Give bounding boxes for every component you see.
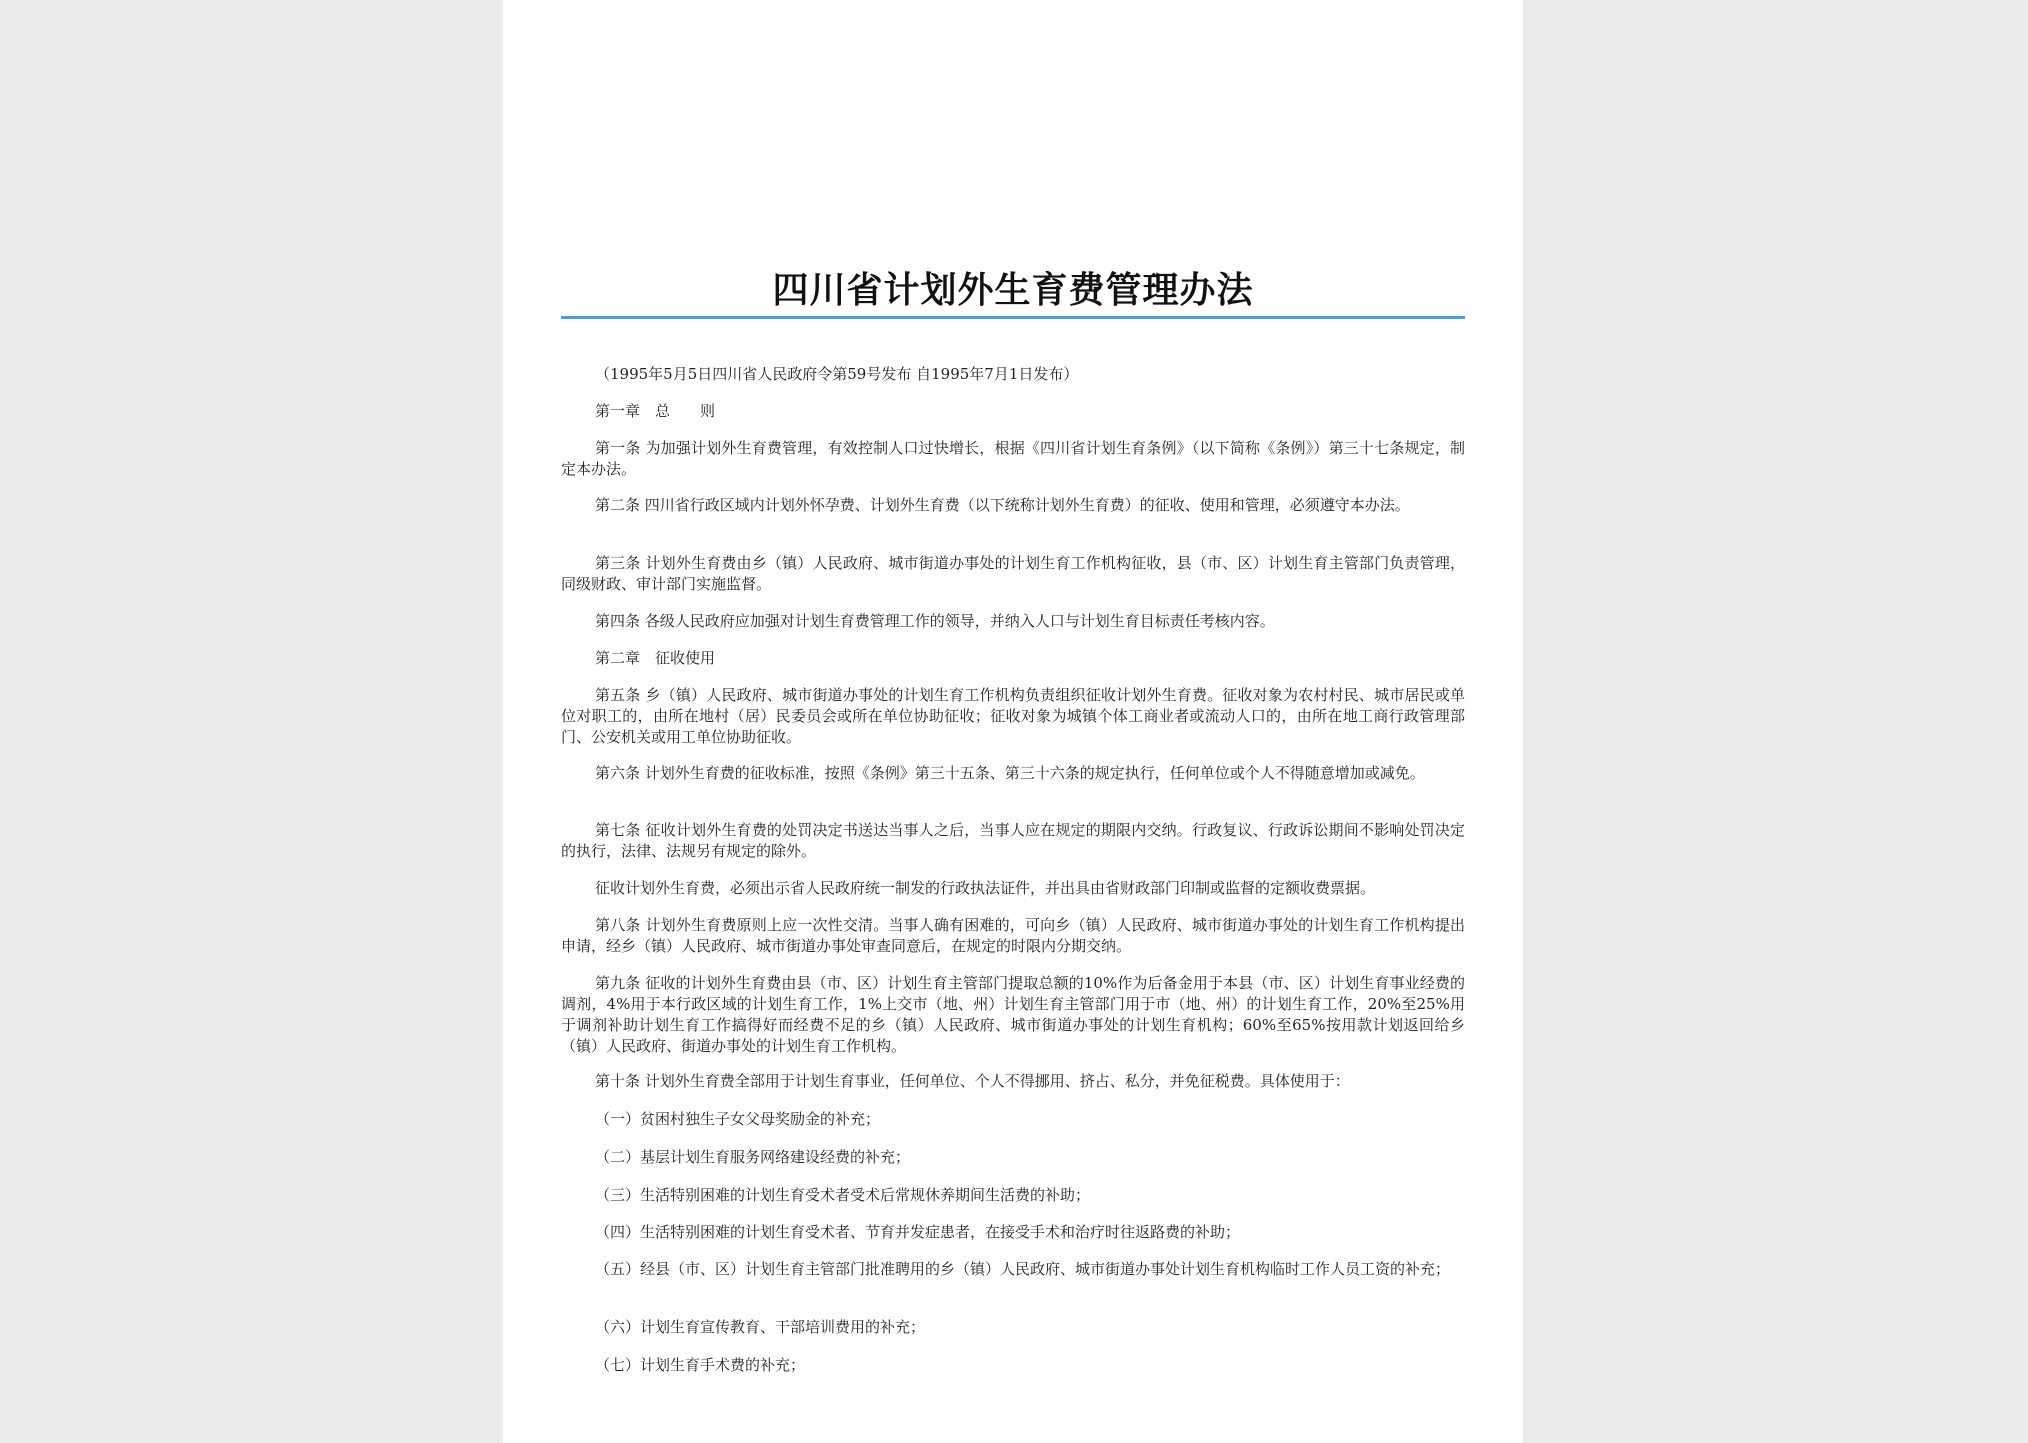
chapter-heading-2: 第二章 征收使用 <box>595 649 716 667</box>
list-item-1: （一）贫困村独生子女父母奖励金的补充； <box>595 1110 881 1128</box>
article-9: 第九条 征收的计划外生育费由县（市、区）计划生育主管部门提取总额的10%作为后备金用于本县（市、区）计划生育事业经费的调剂，4%用于本行政区域的计划生育工作，1%上交市（地、州）计划生育主管部门用于市（地、州）的计划生育工作，20%至25%用于调剂补助计划生育工作搞得好而经费不足的乡（镇）人民政府、城市街道办事处的计划生育机构；60%至65%按用款计划返回给乡（镇）人民政府、街道办事处的计划生育工作机构。 <box>561 974 1465 1055</box>
article-2: 第二条 四川省行政区域内计划外怀孕费、计划外生育费（以下统称计划外生育费）的征收、使用和管理，必须遵守本办法。 <box>595 496 1410 514</box>
list-item-3: （三）生活特别困难的计划生育受术者受术后常规休养期间生活费的补助； <box>595 1186 1091 1204</box>
article-8: 第八条 计划外生育费原则上应一次性交清。当事人确有困难的，可向乡（镇）人民政府、城市街道办事处的计划生育工作机构提出申请，经乡（镇）人民政府、城市街道办事处审查同意后，在规定的时限内分期交纳。 <box>561 916 1465 955</box>
article-7: 第七条 征收计划外生育费的处罚决定书送达当事人之后，当事人应在规定的期限内交纳。行政复议、行政诉讼期间不影响处罚决定的执行，法律、法规另有规定的除外。 <box>561 821 1465 860</box>
article-5: 第五条 乡（镇）人民政府、城市街道办事处的计划生育工作机构负责组织征收计划外生育费。征收对象为农村村民、城市居民或单位对职工的，由所在地村（居）民委员会或所在单位协助征收；征收对象为城镇个体工商业者或流动人口的，由所在地工商行政管理部门、公安机关或用工单位协助征收。 <box>561 686 1465 746</box>
document-page <box>503 0 1523 1443</box>
article-6: 第六条 计划外生育费的征收标准，按照《条例》第三十五条、第三十六条的规定执行，任何单位或个人不得随意增加或减免。 <box>595 764 1425 782</box>
article-3: 第三条 计划外生育费由乡（镇）人民政府、城市街道办事处的计划生育工作机构征收，县（市、区）计划生育主管部门负责管理，同级财政、审计部门实施监督。 <box>561 554 1465 593</box>
chapter-heading-1: 第一章 总 则 <box>595 402 716 420</box>
article-1: 第一条 为加强计划外生育费管理，有效控制人口过快增长，根据《四川省计划生育条例》（以下简称《条例》）第三十七条规定，制定本办法。 <box>561 439 1465 478</box>
article-4: 第四条 各级人民政府应加强对计划生育费管理工作的领导，并纳入人口与计划生育目标责任考核内容。 <box>595 612 1275 630</box>
document-title: 四川省计划外生育费管理办法 <box>772 269 1254 311</box>
article-10: 第十条 计划外生育费全部用于计划生育事业，任何单位、个人不得挪用、挤占、私分，并免征税费。具体使用于： <box>595 1072 1350 1090</box>
issuance-note: （1995年5月5日四川省人民政府令第59号发布 自1995年7月1日发布） <box>595 365 1079 383</box>
list-item-7: （七）计划生育手术费的补充； <box>595 1356 806 1374</box>
title-divider <box>561 316 1465 319</box>
list-item-4: （四）生活特别困难的计划生育受术者、节育并发症患者，在接受手术和治疗时往返路费的补助； <box>595 1223 1241 1241</box>
list-item-5: （五）经县（市、区）计划生育主管部门批准聘用的乡（镇）人民政府、城市街道办事处计划生育机构临时工作人员工资的补充； <box>595 1260 1451 1278</box>
list-item-6: （六）计划生育宣传教育、干部培训费用的补充； <box>595 1318 926 1336</box>
article-7-note: 征收计划外生育费，必须出示省人民政府统一制发的行政执法证件，并出具由省财政部门印制或监督的定额收费票据。 <box>595 879 1376 897</box>
list-item-2: （二）基层计划生育服务网络建设经费的补充； <box>595 1148 911 1166</box>
